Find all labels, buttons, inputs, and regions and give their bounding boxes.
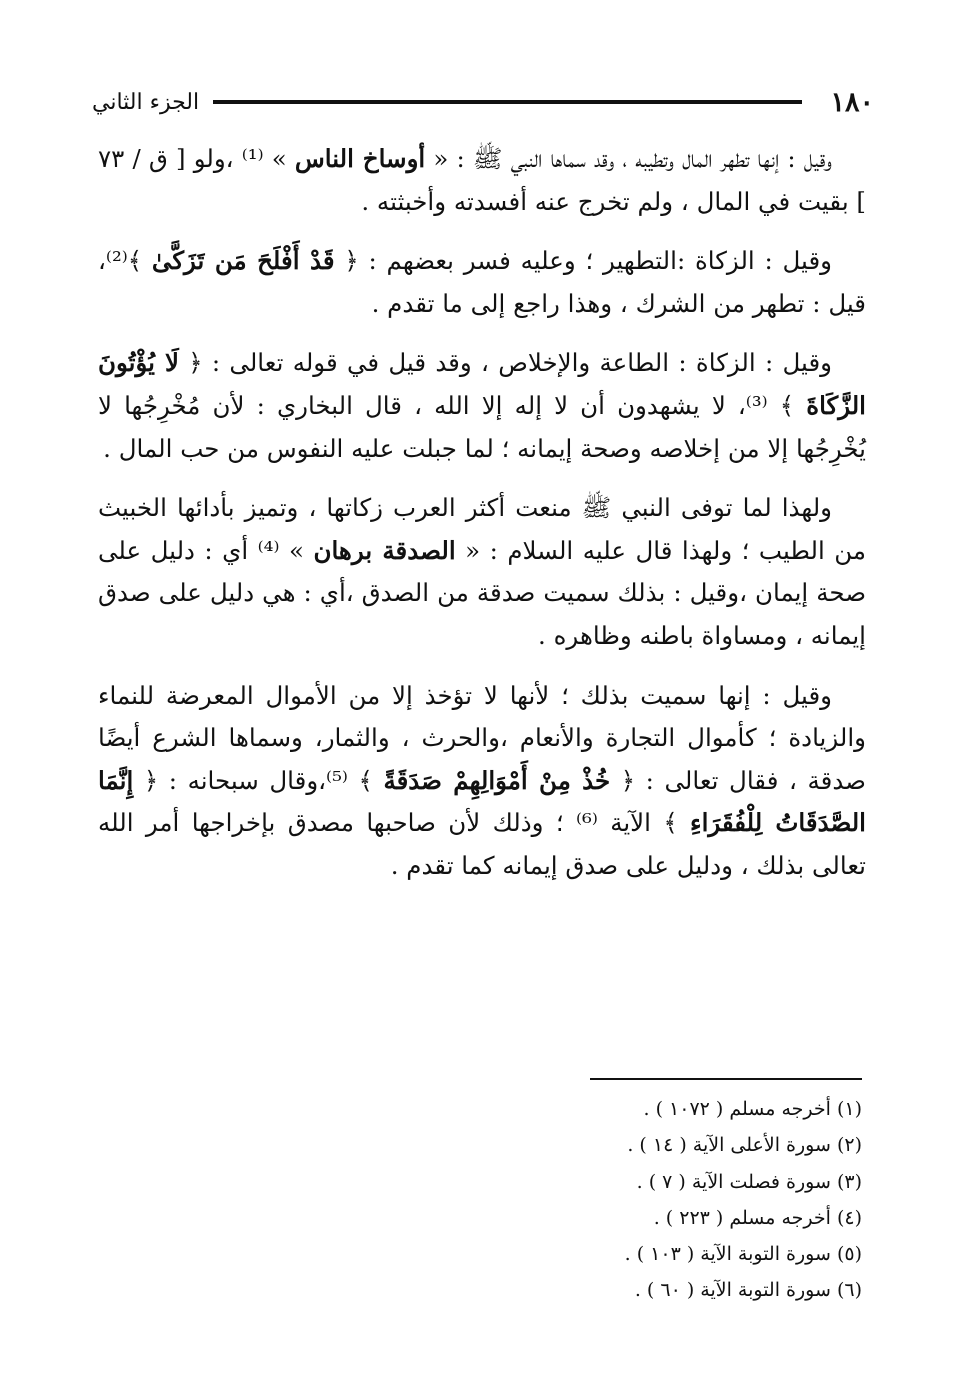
paragraph-4 (98, 487, 866, 657)
running-title: الجزء الثاني (92, 89, 200, 115)
footnote-3: (٣) سورة فصلت الآية ( ٧ ) . (636, 1170, 862, 1193)
footnote-2: (٢) سورة الأعلى الآية ( ١٤ ) . (627, 1134, 862, 1157)
footnote-1: (١) أخرجه مسلم ( ١٠٧٢ ) . (643, 1098, 862, 1120)
text-run: وقيل : الزكاة :التطهير ؛ وعليه فسر بعضهم : ﴿ (334, 246, 832, 276)
text-run: ﴾⁽²⁾، قيل : تطهر من الشرك ، وهذا راجع إلى ما تقدم . (98, 246, 866, 318)
text-run: وقيل : الزكاة : الطاعة والإخلاص ، وقد قيل في قوله تعالى : ﴿ (178, 348, 832, 378)
text-run: ﴾ ⁽³⁾، لا يشهدون أن لا إله إلا الله ، قال البخاري : لأن مُخْرِجُها لا يُخْرِجُها إلا من إخلاصه وصحة إيمانه ؛ لما جبلت عليه النفوس من حب المال . (98, 390, 866, 463)
footnotes (442, 1091, 862, 1309)
text-run: » ⁽⁴⁾ أي : دليل على صحة إيمان ،وقيل : بذلك سميت صدقة من الصدق ،أي : هي دليل على صدق إيمانه ، ومساواة باطنه وظاهره . (98, 535, 866, 650)
hadith-quote: الصدقة برهان (313, 535, 456, 565)
text-run: ﴾ ⁽⁵⁾،وقال سبحانه : ﴿ (133, 765, 384, 795)
paragraph-3 (98, 342, 866, 470)
quran-quote: قَدْ أَفْلَحَ مَن تَزَكَّىٰ (151, 246, 335, 276)
footnote-4: (٤) أخرجه مسلم ( ٢٢٣ ) . (653, 1206, 862, 1229)
paragraph-5 (98, 675, 866, 888)
paragraph-2 (98, 240, 866, 325)
footnote-separator (590, 1078, 862, 1080)
text-run: وقيل : إنها سميت بذلك ؛ لأنها لا تؤخذ إلا من الأموال المعرضة للنماء والزيادة ؛ كأموال التجارة والأنعام ،والحرث ، والثمار، وسماها الشرع أيضًا صدقة ، فقال تعالى : ﴿ (98, 680, 866, 795)
page-header (92, 80, 874, 124)
header-rule (213, 100, 802, 104)
text-run: ﴾ الآية ⁽⁶⁾ ؛ وذلك لأن صاحبها مصدق بإخراجها أمر الله تعالى بذلك ، ودليل على صدق إيمانه كما تقدم . (98, 808, 866, 880)
text-run: » ⁽¹⁾ ،ولو [ ق / ٧٣ ] بقيت في المال ، ولم تخرج عنه أفسدته وأخبثته . (98, 144, 866, 216)
hadith-quote: أوساخ الناس (294, 144, 426, 173)
quran-quote: خُذْ مِنْ أَمْوَالِهِمْ صَدَقَةً (383, 765, 611, 795)
page-number: ١٨٠ (830, 86, 874, 118)
text-run: ولهذا لما توفى النبي ﷺ منعت أكثر العرب زكاتها ، وتميز بأدائها الخبيث من الطيب ؛ ولهذا قال عليه السلام : « (98, 493, 867, 565)
main-text (98, 138, 866, 905)
text-run: وقيل : إنها تطهر المال وتطيبه ، وقد سماها النبي ﷺ : « (425, 144, 833, 173)
quran-quote: لَا يُؤْتُونَ الزَّكَاةَ (98, 348, 866, 420)
footnote-6: (٦) سورة التوبة الآية ( ٦٠ ) . (634, 1279, 862, 1302)
quran-quote: إِنَّمَا الصَّدَقَاتُ لِلْفُقَرَاءِ (98, 765, 866, 838)
footnote-5: (٥) سورة التوبة الآية ( ١٠٣ ) . (624, 1243, 862, 1266)
paragraph-1 (98, 138, 866, 223)
